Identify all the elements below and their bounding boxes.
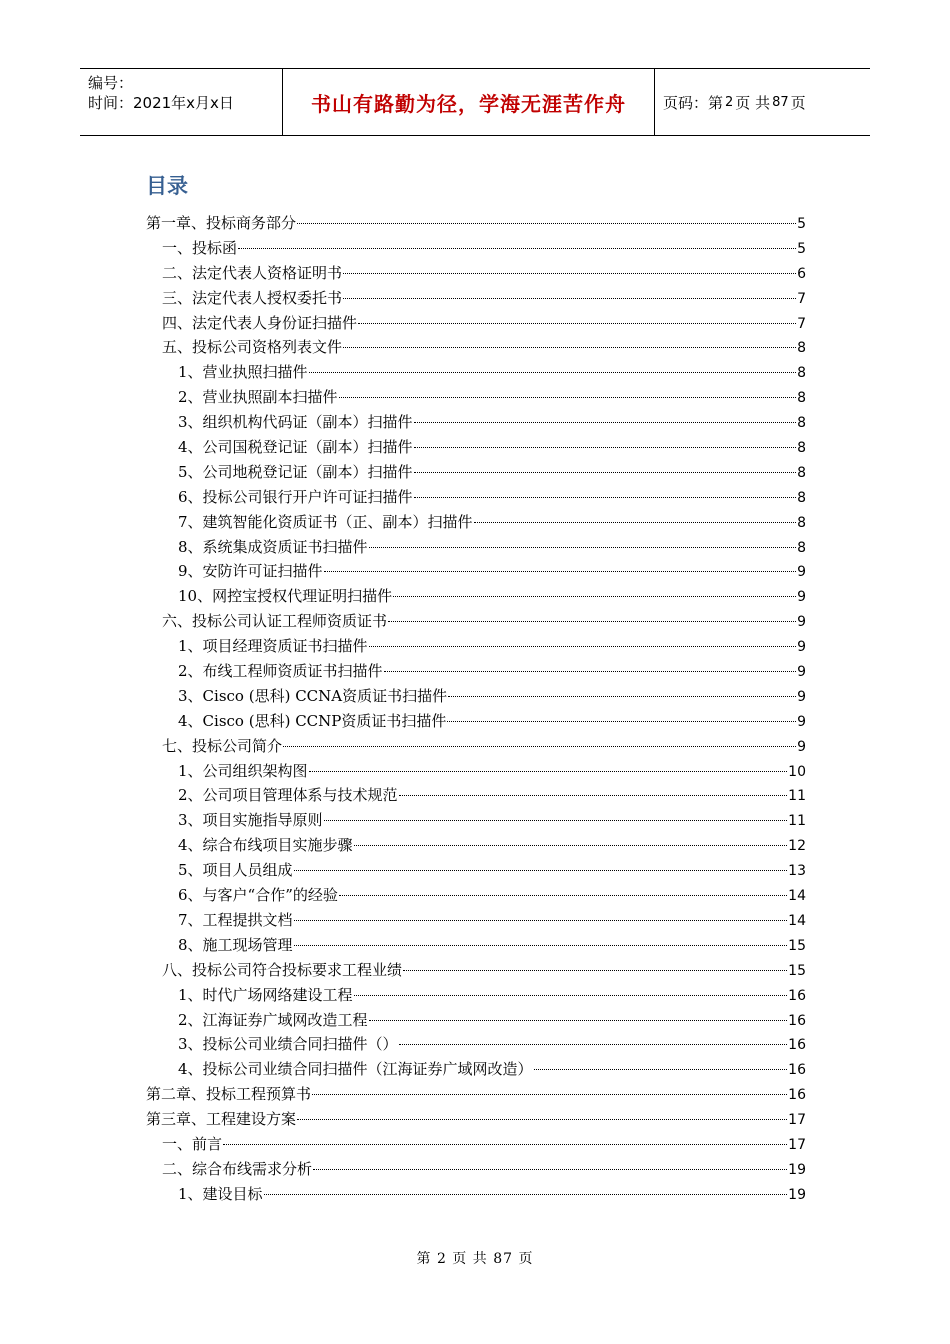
- toc-entry[interactable]: [146, 809, 806, 834]
- toc-entry[interactable]: [146, 262, 806, 287]
- toc-entry-label: 2、公司项目管理体系与技术规范: [178, 786, 398, 805]
- toc-entry-page: 9: [797, 564, 806, 581]
- toc-entry-label: 4、综合布线项目实施步骤: [178, 836, 353, 855]
- toc-leader-dots: [399, 1044, 788, 1045]
- toc-entry[interactable]: [146, 1158, 806, 1183]
- toc-entry-page: 10: [788, 763, 806, 780]
- toc-entry-page: 8: [797, 415, 806, 432]
- toc-entry[interactable]: [146, 1009, 806, 1034]
- toc-entry-label: 四、法定代表人身份证扫描件: [162, 313, 358, 332]
- toc-entry-label: 7、建筑智能化资质证书（正、副本）扫描件: [178, 512, 473, 531]
- toc-leader-dots: [339, 895, 787, 896]
- toc-title: 目录: [146, 174, 188, 198]
- toc-leader-dots: [393, 596, 796, 597]
- toc-leader-dots: [309, 372, 797, 373]
- toc-entry-page: 8: [797, 464, 806, 481]
- toc-entry-label: 五、投标公司资格列表文件: [162, 338, 343, 357]
- toc-entry-label: 6、投标公司银行开户许可证扫描件: [178, 487, 413, 506]
- toc-leader-dots: [384, 671, 797, 672]
- toc-entry-label: 1、营业执照扫描件: [178, 363, 308, 382]
- toc-entry[interactable]: [146, 212, 806, 237]
- toc-entry-label: 1、时代广场网络建设工程: [178, 985, 353, 1004]
- toc-entry-label: 1、建设目标: [178, 1184, 263, 1203]
- toc-leader-dots: [309, 771, 788, 772]
- toc-entry[interactable]: [146, 436, 806, 461]
- toc-entry-label: 8、施工现场管理: [178, 935, 293, 954]
- toc-entry-page: 8: [797, 365, 806, 382]
- toc-leader-dots: [343, 273, 796, 274]
- table-of-contents: [146, 212, 806, 1208]
- toc-entry-page: 6: [797, 265, 806, 282]
- toc-entry-page: 17: [788, 1136, 806, 1153]
- toc-entry[interactable]: [146, 610, 806, 635]
- toc-leader-dots: [283, 746, 796, 747]
- toc-entry-label: 6、与客户“合作”的经验: [178, 886, 338, 905]
- toc-entry[interactable]: [146, 411, 806, 436]
- toc-leader-dots: [358, 323, 796, 324]
- toc-entry-page: 8: [797, 390, 806, 407]
- header-motto: 书山有路勤为径，学海无涯苦作舟: [282, 69, 655, 135]
- toc-entry-label: 一、投标函: [162, 238, 238, 257]
- toc-entry-label: 一、前言: [162, 1134, 223, 1153]
- toc-entry-label: 3、组织机构代码证（副本）扫描件: [178, 413, 413, 432]
- toc-entry-label: 第三章、工程建设方案: [146, 1110, 297, 1129]
- toc-entry[interactable]: [146, 461, 806, 486]
- page-header: [80, 68, 870, 136]
- toc-entry[interactable]: [146, 1108, 806, 1133]
- toc-leader-dots: [369, 1020, 788, 1021]
- toc-entry-page: 5: [797, 216, 806, 232]
- toc-entry-page: 7: [797, 315, 806, 332]
- toc-entry[interactable]: [146, 386, 806, 411]
- toc-entry[interactable]: [146, 560, 806, 585]
- toc-entry-label: 三、法定代表人授权委托书: [162, 288, 343, 307]
- document-date-label: 时间：2021年x月x日: [88, 94, 234, 112]
- toc-leader-dots: [414, 447, 797, 448]
- toc-entry-page: 14: [788, 912, 806, 929]
- toc-entry-page: 9: [797, 589, 806, 606]
- toc-entry-label: 1、公司组织架构图: [178, 761, 308, 780]
- toc-entry[interactable]: [146, 784, 806, 809]
- toc-entry-page: 15: [788, 937, 806, 954]
- toc-entry-page: 9: [797, 639, 806, 656]
- document-number-label: 编号：: [88, 74, 134, 92]
- toc-entry-label: 2、江海证券广域网改造工程: [178, 1010, 368, 1029]
- toc-entry[interactable]: [146, 1058, 806, 1083]
- toc-leader-dots: [297, 1119, 787, 1120]
- toc-entry-label: 4、投标公司业绩合同扫描件（江海证券广域网改造）: [178, 1060, 533, 1079]
- toc-entry-page: 8: [797, 440, 806, 457]
- toc-leader-dots: [294, 945, 788, 946]
- toc-entry-page: 16: [788, 1012, 806, 1029]
- toc-entry[interactable]: [146, 1133, 806, 1158]
- toc-leader-dots: [474, 522, 797, 523]
- toc-leader-dots: [312, 1094, 787, 1095]
- toc-entry[interactable]: [146, 909, 806, 934]
- toc-entry-page: 8: [797, 489, 806, 506]
- toc-leader-dots: [388, 621, 796, 622]
- toc-entry-label: 2、营业执照副本扫描件: [178, 388, 338, 407]
- toc-entry[interactable]: [146, 660, 806, 685]
- toc-entry-page: 16: [788, 1087, 806, 1104]
- toc-leader-dots: [297, 223, 796, 224]
- toc-entry-label: 1、项目经理资质证书扫描件: [178, 637, 368, 656]
- toc-entry-label: 第一章、投标商务部分: [146, 214, 297, 232]
- toc-entry[interactable]: [146, 237, 806, 262]
- toc-entry[interactable]: [146, 361, 806, 386]
- toc-entry-label: 5、公司地税登记证（副本）扫描件: [178, 462, 413, 481]
- toc-entry-label: 7、工程提拱文档: [178, 910, 293, 929]
- toc-entry[interactable]: [146, 511, 806, 536]
- toc-entry-page: 9: [797, 688, 806, 705]
- toc-entry[interactable]: [146, 760, 806, 785]
- page-suffix: 页: [790, 93, 806, 112]
- toc-entry-label: 二、综合布线需求分析: [162, 1159, 313, 1178]
- toc-entry-page: 9: [797, 664, 806, 681]
- page-prefix: 页码：第: [663, 93, 724, 112]
- toc-entry-label: 4、公司国税登记证（副本）扫描件: [178, 438, 413, 457]
- toc-entry[interactable]: [146, 635, 806, 660]
- toc-entry[interactable]: [146, 1083, 806, 1108]
- toc-leader-dots: [369, 547, 797, 548]
- toc-entry[interactable]: [146, 312, 806, 337]
- page-footer: 第 2 页 共 87 页: [416, 1251, 534, 1267]
- toc-leader-dots: [534, 1069, 788, 1070]
- header-meta: [80, 69, 282, 135]
- toc-entry-page: 8: [797, 539, 806, 556]
- toc-entry-label: 9、安防许可证扫描件: [178, 562, 323, 581]
- toc-entry-label: 七、投标公司简介: [162, 736, 283, 755]
- toc-entry[interactable]: [146, 959, 806, 984]
- header-page-info: [655, 69, 870, 135]
- toc-leader-dots: [339, 397, 797, 398]
- toc-leader-dots: [414, 422, 797, 423]
- toc-entry-page: 7: [797, 290, 806, 307]
- toc-entry-page: 14: [788, 888, 806, 905]
- toc-entry-label: 八、投标公司符合投标要求工程业绩: [162, 960, 403, 979]
- toc-entry[interactable]: [146, 336, 806, 361]
- toc-leader-dots: [324, 571, 797, 572]
- page-middle: 页 共: [735, 93, 771, 112]
- toc-entry-page: 16: [788, 987, 806, 1004]
- toc-leader-dots: [399, 795, 788, 796]
- toc-entry-page: 11: [788, 788, 806, 805]
- toc-leader-dots: [447, 721, 796, 722]
- toc-leader-dots: [324, 820, 788, 821]
- toc-entry-label: 10、网控宝授权代理证明扫描件: [178, 587, 393, 606]
- toc-entry[interactable]: [146, 934, 806, 959]
- toc-entry[interactable]: [146, 685, 806, 710]
- toc-leader-dots: [223, 1144, 787, 1145]
- toc-leader-dots: [264, 1194, 788, 1195]
- toc-entry-label: 8、系统集成资质证书扫描件: [178, 537, 368, 556]
- toc-entry-page: 17: [788, 1112, 806, 1129]
- toc-entry-label: 3、投标公司业绩合同扫描件（）: [178, 1035, 398, 1054]
- toc-entry-page: 19: [788, 1161, 806, 1178]
- toc-leader-dots: [354, 995, 788, 996]
- toc-entry-page: 8: [797, 514, 806, 531]
- toc-entry-page: 5: [797, 240, 806, 257]
- toc-leader-dots: [414, 497, 797, 498]
- toc-entry[interactable]: [146, 536, 806, 561]
- toc-entry[interactable]: [146, 984, 806, 1009]
- toc-entry-page: 9: [797, 614, 806, 631]
- toc-leader-dots: [343, 347, 796, 348]
- toc-entry-page: 13: [788, 863, 806, 880]
- toc-entry-label: 4、Cisco (思科) CCNP资质证书扫描件: [178, 711, 447, 730]
- toc-leader-dots: [354, 845, 788, 846]
- toc-entry[interactable]: [146, 710, 806, 735]
- toc-entry[interactable]: [146, 287, 806, 312]
- toc-entry-label: 5、项目人员组成: [178, 861, 293, 880]
- toc-entry-page: 16: [788, 1062, 806, 1079]
- toc-entry[interactable]: [146, 735, 806, 760]
- toc-entry-label: 2、布线工程师资质证书扫描件: [178, 662, 383, 681]
- toc-entry[interactable]: [146, 834, 806, 859]
- toc-leader-dots: [238, 248, 796, 249]
- toc-leader-dots: [294, 920, 788, 921]
- toc-leader-dots: [414, 472, 797, 473]
- toc-entry-label: 第二章、投标工程预算书: [146, 1085, 312, 1104]
- toc-leader-dots: [343, 298, 796, 299]
- toc-entry-page: 8: [797, 340, 806, 357]
- toc-entry-label: 3、项目实施指导原则: [178, 811, 323, 830]
- toc-entry[interactable]: [146, 1183, 806, 1208]
- toc-entry-page: 19: [788, 1186, 806, 1203]
- toc-entry[interactable]: [146, 585, 806, 610]
- page-current: 2: [725, 94, 734, 110]
- toc-entry-label: 二、法定代表人资格证明书: [162, 263, 343, 282]
- toc-entry-page: 9: [797, 713, 806, 730]
- toc-leader-dots: [369, 646, 797, 647]
- toc-entry[interactable]: [146, 884, 806, 909]
- toc-entry-page: 15: [788, 962, 806, 979]
- toc-leader-dots: [313, 1169, 787, 1170]
- toc-leader-dots: [448, 696, 796, 697]
- toc-entry-page: 16: [788, 1037, 806, 1054]
- toc-leader-dots: [403, 970, 787, 971]
- toc-leader-dots: [294, 870, 788, 871]
- toc-entry[interactable]: [146, 859, 806, 884]
- page-total: 87: [772, 94, 789, 110]
- toc-entry[interactable]: [146, 486, 806, 511]
- toc-entry-page: 9: [797, 738, 806, 755]
- toc-entry-page: 12: [788, 838, 806, 855]
- toc-entry-label: 3、Cisco (思科) CCNA资质证书扫描件: [178, 686, 448, 705]
- toc-entry-page: 11: [788, 813, 806, 830]
- toc-entry-label: 六、投标公司认证工程师资质证书: [162, 612, 388, 631]
- toc-entry[interactable]: [146, 1033, 806, 1058]
